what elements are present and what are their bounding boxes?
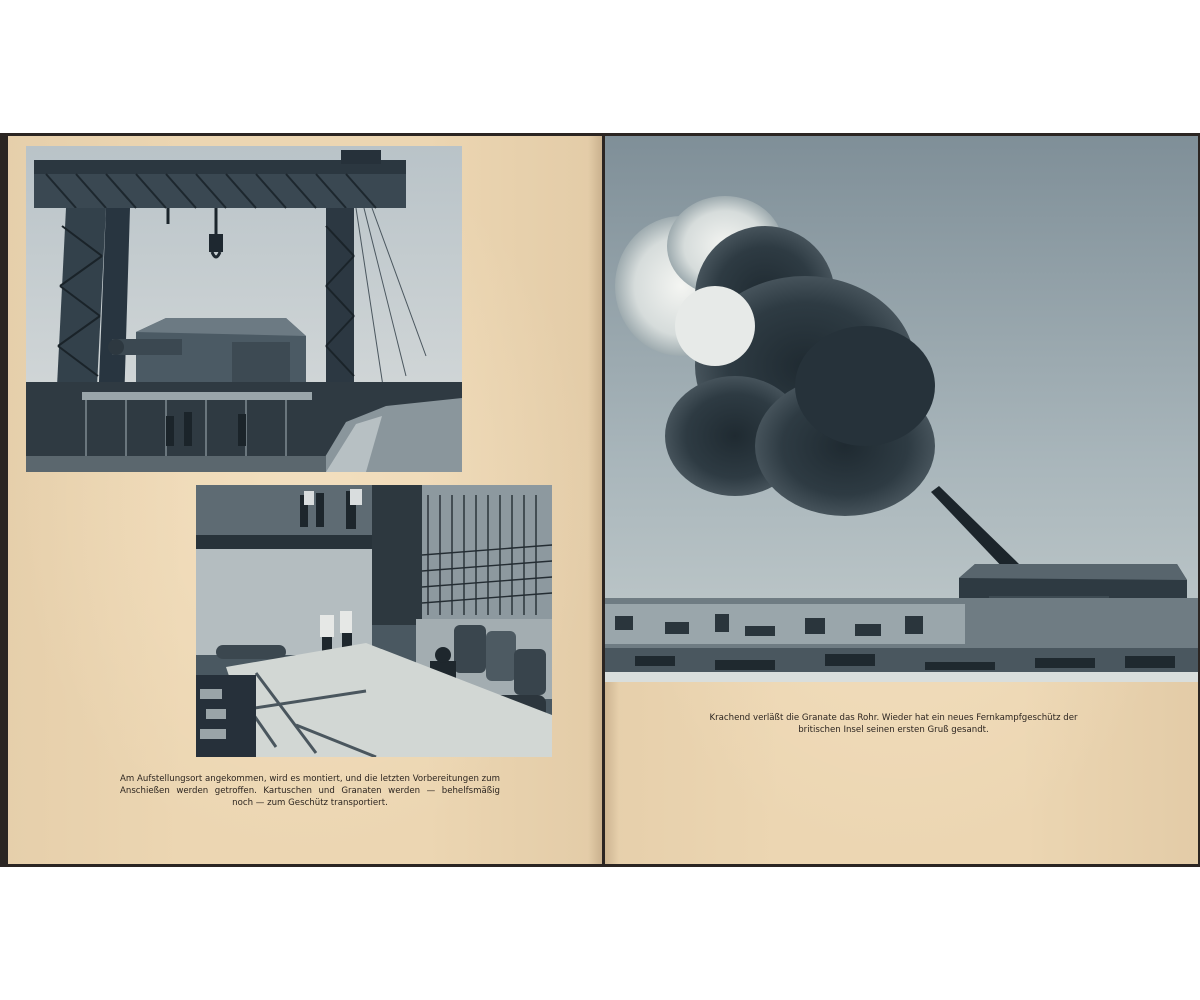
caption-left [120,773,500,809]
photo-workers-emplacement [196,485,552,757]
caption-right-line-2: britischen Insel seinen ersten Gruß gesandt. [798,725,989,735]
caption-left-line-3: noch — zum Geschütz transportiert. [232,798,388,808]
left-page [8,136,602,864]
photo-workers-emplacement-image [196,485,552,757]
caption-left-line-1: Am Aufstellungsort angekommen, wird es montiert, und die letzten Vorbereitungen zum [120,774,500,784]
photo-gun-firing [605,136,1198,682]
photo-gantry-crane [26,146,462,472]
caption-left-line-2: Anschießen werden getroffen. Kartuschen und Granaten werden — behelfsmäßig [120,786,500,796]
photo-gun-firing-image [605,136,1198,682]
photo-gantry-crane-image [26,146,462,472]
open-book-spread [0,133,1200,867]
gutter-shadow [588,136,602,864]
caption-right [701,712,1086,736]
caption-right-line-1: Krachend verläßt die Granate das Rohr. Wieder hat ein neues Fernkampfgeschütz der [709,713,1078,723]
right-page [605,136,1198,864]
